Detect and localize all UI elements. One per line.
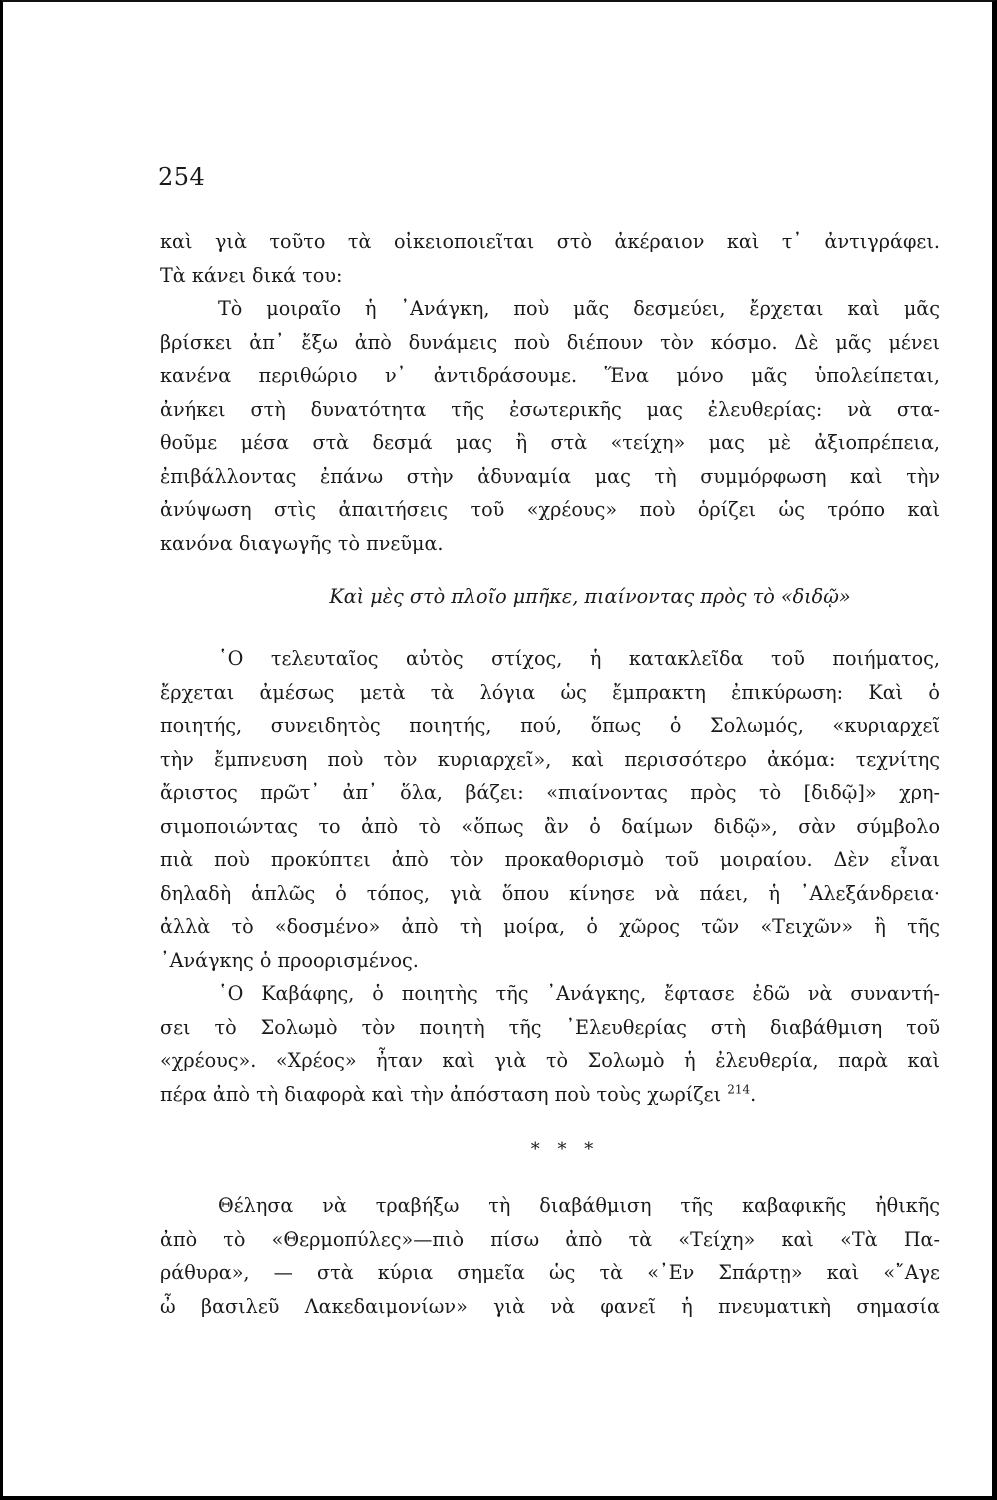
text-line-last <box>160 1078 940 1112</box>
text-line: καὶ γιὰ τοῦτο τὰ οἰκειοποιεῖται στὸ ἀκέραιον καὶ τ᾽ ἀντιγράφει. <box>160 230 940 253</box>
text-line: τὴν ἔμπνευση ποὺ τὸν κυριαρχεῖ», καὶ περισσότερο ἀκόμα: τεχνίτης <box>160 747 940 771</box>
text-line: κανένα περιθώριο ν᾽ ἀντιδράσουμε. Ἕνα μόνο μᾶς ὑπολείπεται, <box>160 364 940 387</box>
text-line: ράθυρα», — στὰ κύρια σημεῖα ὡς τὰ «᾽Εν Σπάρτῃ» καὶ «῎Αγε <box>160 1261 940 1284</box>
text-line: ἀνύψωση στὶς ἀπαιτήσεις τοῦ «χρέους» ποὺ ὁρίζει ὡς τρόπο καὶ <box>160 498 940 521</box>
text-line: ὦ βασιλεῦ Λακεδαιμονίων» γιὰ νὰ φανεῖ ἡ πνευματικὴ σημασία <box>160 1294 940 1318</box>
text-line: ἐπιβάλλοντας ἐπάνω στὴν ἀδυναμία μας τὴ συμμόρφωση καὶ τὴν <box>160 464 940 488</box>
text-line: ἔρχεται ἀμέσως μετὰ τὰ λόγια ὡς ἔμπρακτη ἐπικύρωση: Καὶ ὁ <box>160 680 940 704</box>
text-line: ῾Ο τελευταῖος αὐτὸς στίχος, ἡ κατακλεῖδα τοῦ ποιήματος, <box>218 647 940 670</box>
sentence-end: . <box>750 1082 757 1106</box>
text-line: «χρέους». «Χρέος» ἦταν καὶ γιὰ τὸ Σολωμὸ ἡ ἐλευθερία, παρὰ καὶ <box>160 1049 940 1072</box>
text-line: Θέλησα νὰ τραβήξω τὴ διαβάθμιση τῆς καβαφικῆς ἠθικῆς <box>218 1194 940 1217</box>
text-line: ἀνήκει στὴ δυνατότητα τῆς ἐσωτερικῆς μας ἐλευθερίας: νὰ στα- <box>160 397 940 421</box>
text-line: ἀπὸ τὸ «Θερμοπύλες»—πιὸ πίσω ἀπὸ τὰ «Τείχη» καὶ «Τὰ Πα- <box>160 1227 940 1251</box>
text-line: θοῦμε μέσα στὰ δεσμά μας ἢ στὰ «τείχη» μας μὲ ἀξιοπρέπεια, <box>160 431 940 454</box>
page-number: 254 <box>158 163 206 191</box>
text-line: Τὸ μοιραῖο ἡ ᾽Ανάγκη, ποὺ μᾶς δεσμεύει, ἔρχεται καὶ μᾶς <box>218 297 940 320</box>
text-line: ἀλλὰ τὸ «δοσμένο» ἀπὸ τὴ μοίρα, ὁ χῶρος τῶν «Τειχῶν» ἢ τῆς <box>160 915 940 938</box>
text-line: ποιητής, συνειδητὸς ποιητής, πού, ὅπως ὁ Σολωμός, «κυριαρχεῖ <box>160 714 940 737</box>
footnote-reference[interactable]: 214 <box>727 1082 751 1097</box>
text-line: ῾Ο Καβάφης, ὁ ποιητὴς τῆς ᾽Ανάγκης, ἔφτασε ἐδῶ νὰ συναντή- <box>218 982 940 1005</box>
text-line: σει τὸ Σολωμὸ τὸν ποιητὴ τῆς ᾽Ελευθερίας στὴ διαβάθμιση τοῦ <box>160 1015 940 1039</box>
text-line: κανόνα διαγωγῆς τὸ πνεῦμα. <box>160 531 444 555</box>
text-line: ἄριστος πρῶτ᾽ ἀπ᾽ ὅλα, βάζει: «πιαίνοντας πρὸς τὸ [διδῷ]» χρη- <box>160 781 940 804</box>
text-line: βρίσκει ἀπ᾽ ἔξω ἀπὸ δυνάμεις ποὺ διέπουν τὸν κόσμο. Δὲ μᾶς μένει <box>160 330 940 354</box>
text-line: πιὰ ποὺ προκύπτει ἀπὸ τὸν προκαθορισμὸ τοῦ μοιραίου. Δὲν εἶναι <box>160 848 940 871</box>
text-line: Τὰ κάνει δικά του: <box>160 263 343 287</box>
text-line: δηλαδὴ ἁπλῶς ὁ τόπος, γιὰ ὅπου κίνησε νὰ πάει, ἡ ᾽Αλεξάνδρεια· <box>160 881 940 905</box>
text-line: σιμοποιώντας το ἀπὸ τὸ «ὅπως ἂν ὁ δαίμων διδῷ», σὰν σύμβολο <box>160 814 940 838</box>
body-text <box>160 225 940 1323</box>
verse-quote: Καὶ μὲς στὸ πλοῖο μπῆκε, πιαίνοντας πρὸς τὸ «διδῷ» <box>329 585 851 608</box>
text-line: ᾽Ανάγκης ὁ προορισμένος. <box>160 948 419 972</box>
section-separator: * * * <box>530 1139 600 1160</box>
text-line-content: πέρα ἀπὸ τὴ διαφορὰ καὶ τὴν ἀπόσταση ποὺ τοὺς χωρίζει <box>160 1082 722 1106</box>
